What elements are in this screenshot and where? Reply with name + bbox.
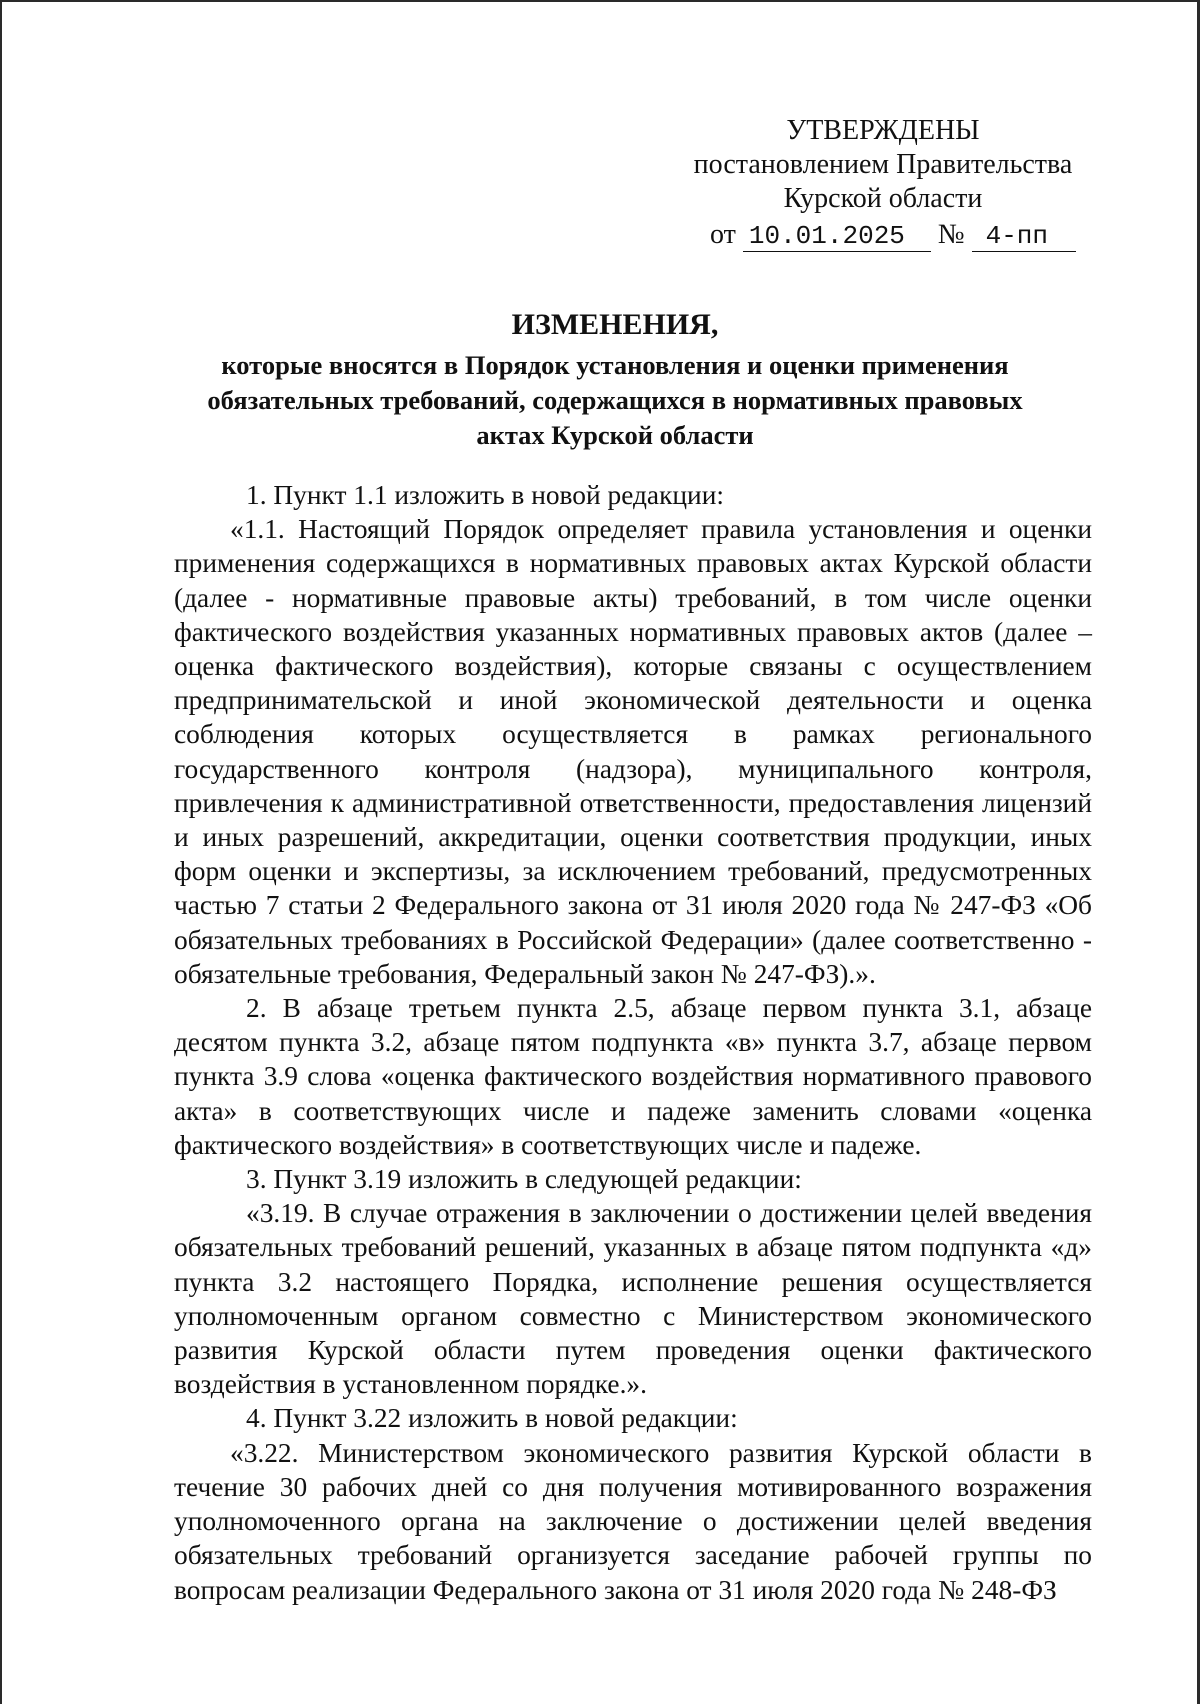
- approval-date: 10.01.2025: [743, 221, 931, 252]
- document-subtitle-line-2: обязательных требований, содержащихся в нормативных правовых: [207, 385, 1023, 415]
- paragraph-1: 1. Пункт 1.1 изложить в новой редакции:: [246, 480, 724, 510]
- approval-region: Курской области: [783, 183, 983, 214]
- paragraph-3: 2. В абзаце третьем пункта 2.5, абзаце первом пункта 3.1, абзаце десятом пункта 3.2, абзаце пятом подпункта «в» пункта 3.7, абзаце первом пункта 3.9 слова «оценка фактического воздействия нормативного правового акта» в соответствующих числе и падеже заменить словами «оценка фактического воздействия» в соответствующих числе и падеже.: [174, 993, 1092, 1160]
- document-heading: [150, 306, 1080, 453]
- approval-authority: постановлением Правительства: [693, 149, 1073, 180]
- paragraph-7: «3.22. Министерством экономического развития Курской области в течение 30 рабочих дней со дня получения мотивированного возражения уполномоченного органа на заключение о достижении целей введения обязательных требований организуется заседание рабочей группы по вопросам реализации Федерального закона от 31 июля 2020 года № 248-ФЗ: [174, 1437, 1092, 1605]
- approval-number: 4-пп: [972, 221, 1076, 252]
- date-prefix: от: [710, 219, 736, 250]
- approval-date-line: [710, 218, 1098, 252]
- document-body: [174, 478, 1092, 1607]
- paragraph-6: 4. Пункт 3.22 изложить в новой редакции:: [246, 1403, 738, 1434]
- scan-border-left: [0, 0, 2, 1704]
- document-title: ИЗМЕНЕНИЯ,: [511, 308, 719, 341]
- paragraph-5: «3.19. В случае отражения в заключении о достижении целей введения обязательных требований решений, указанных в абзаце пятом подпункта «д» пункта 3.2 настоящего Порядка, исполнение решения осуществляется уполномоченным органом совместно с Министерством экономического развития Курской области путем проведения оценки фактического воздействия в установленном порядке.».: [174, 1198, 1092, 1400]
- number-sign: №: [937, 219, 965, 250]
- document-subtitle-line-1: которые вносятся в Порядок установления и оценки применения: [221, 350, 1009, 380]
- paragraph-4: 3. Пункт 3.19 изложить в следующей редакции:: [246, 1164, 802, 1195]
- document-subtitle-line-3: актах Курской области: [476, 420, 754, 450]
- approval-title: УТВЕРЖДЕНЫ: [786, 115, 980, 146]
- approval-stamp-block: [668, 114, 1098, 252]
- scan-border-top: [0, 0, 1200, 2]
- paragraph-2: «1.1. Настоящий Порядок определяет правила установления и оценки применения содержащихся в нормативных правовых актах Курской области (далее - нормативные правовые акты) требований, в том числе оценки фактического воздействия указанных нормативных правовых актов (далее – оценка фактического воздействия), которые связаны с осуществлением предпринимательской и иной экономической деятельности и оценка соблюдения которых осуществляется в рамках регионального государственного контроля (надзора), муниципального контроля, привлечения к административной ответственности, предоставления лицензий и иных разрешений, аккредитации, оценки соответствия продукции, иных форм оценки и экспертизы, за исключением требований, предусмотренных частью 7 статьи 2 Федерального закона от 31 июля 2020 года № 247-ФЗ «Об обязательных требованиях в Российской Федерации» (далее соответственно - обязательные требования, Федеральный закон № 247-ФЗ).».: [174, 514, 1092, 989]
